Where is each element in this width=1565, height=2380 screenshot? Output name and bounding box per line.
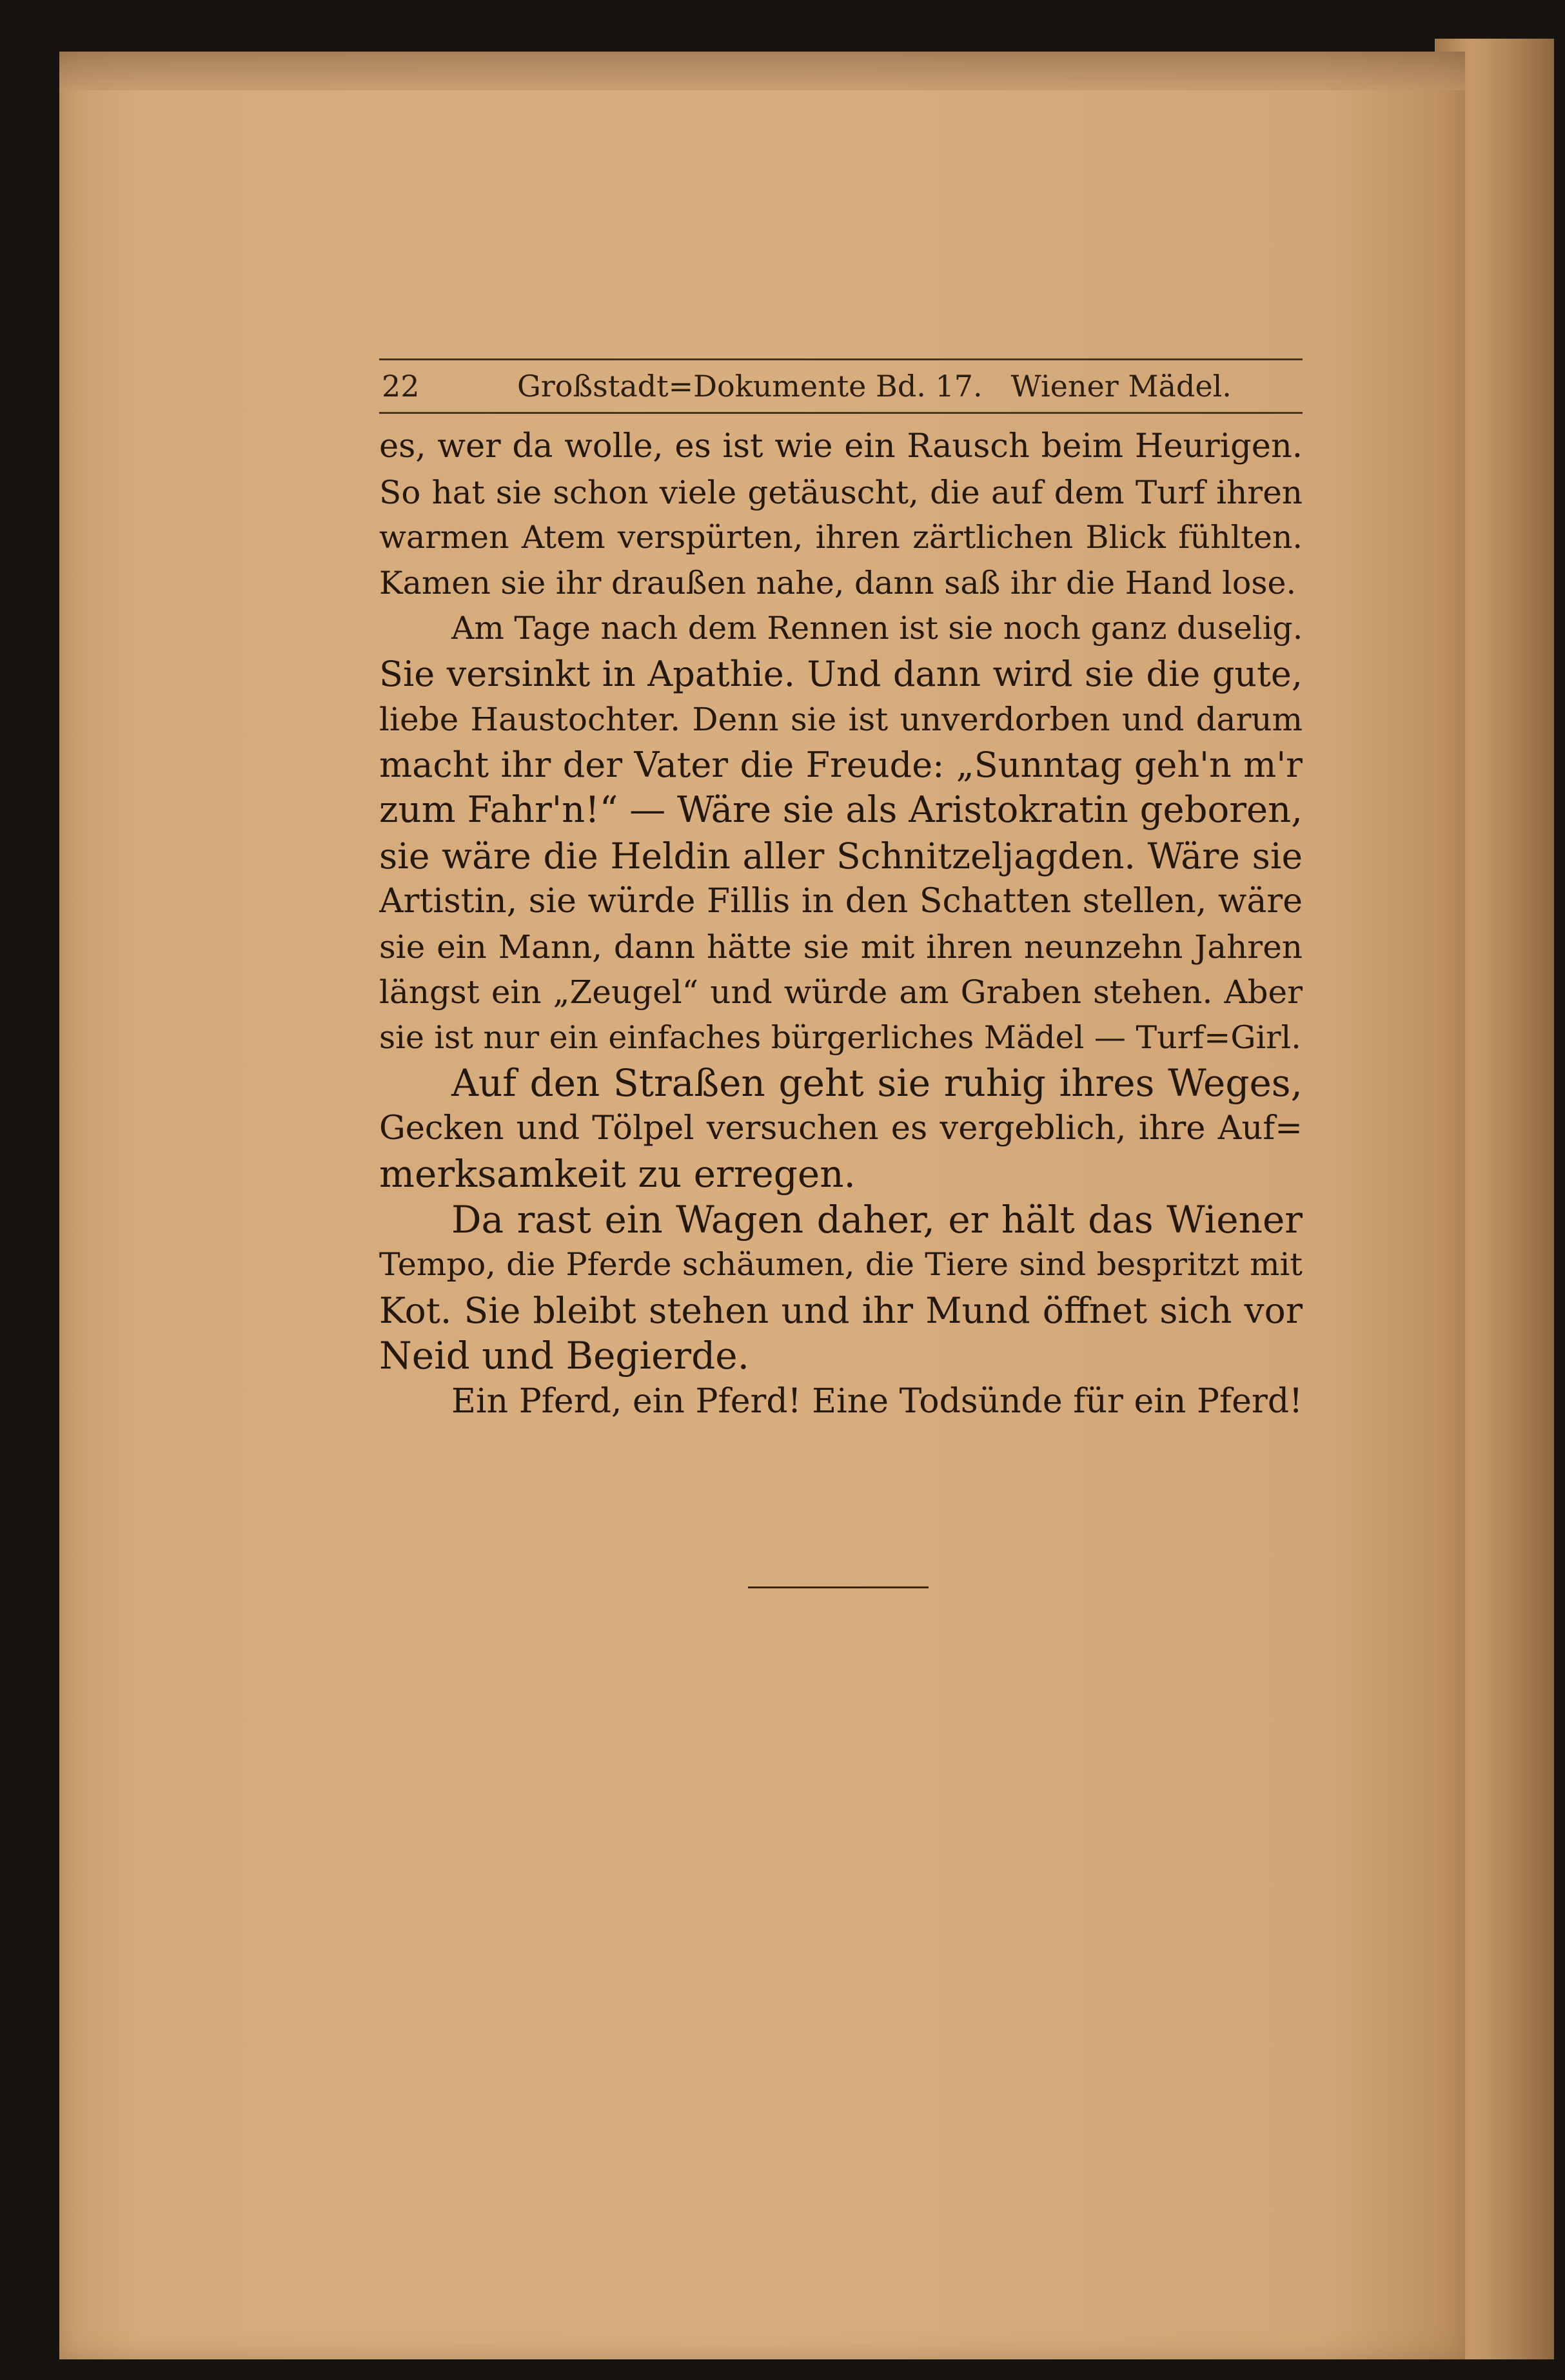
text-line: Da rast ein Wagen daher, er hält das Wiener	[451, 1197, 1303, 1242]
body-text	[379, 424, 1303, 1424]
text-line: Gecken und Tölpel versuchen es vergeblich, ihre Auf=	[379, 1109, 1303, 1147]
text-line: längst ein „Zeugel“ und würde am Graben stehen. Aber	[379, 973, 1303, 1011]
text-line: sie ist nur ein einfaches bürgerliches Mädel — Turf=Girl.	[379, 1019, 1301, 1056]
text-line: Neid und Begierde.	[379, 1334, 750, 1378]
text-line: Sie versinkt in Apathie. Und dann wird sie die gute,	[379, 653, 1303, 694]
text-line: Auf den Straßen geht sie ruhig ihres Weges,	[451, 1061, 1303, 1105]
text-line: Tempo, die Pferde schäumen, die Tiere sind bespritzt mit	[379, 1246, 1303, 1283]
page-top-shadow	[59, 52, 1465, 90]
text-line: So hat sie schon viele getäuscht, die auf dem Turf ihren	[379, 473, 1303, 511]
text-line: Kot. Sie bleibt stehen und ihr Mund öffnet sich vor	[379, 1289, 1303, 1331]
text-line: merksamkeit zu erregen.	[379, 1152, 856, 1196]
text-line: zum Fahr'n!“ — Wäre sie als Aristokratin geboren,	[379, 789, 1303, 831]
text-line: sie wäre die Heldin aller Schnitzeljagden. Wäre sie	[379, 835, 1303, 877]
text-line: Am Tage nach dem Rennen ist sie noch ganz duselig.	[451, 610, 1303, 647]
running-header	[379, 358, 1303, 414]
text-line: Kamen sie ihr draußen nahe, dann saß ihr die Hand lose.	[379, 564, 1297, 601]
text-line: es, wer da wolle, es ist wie ein Rausch beim Heurigen.	[379, 427, 1303, 465]
text-line: liebe Haustochter. Denn sie ist unverdorben und darum	[379, 701, 1303, 738]
running-title: Großstadt=Dokumente Bd. 17. Wiener Mädel.	[517, 369, 1232, 404]
end-rule	[748, 1586, 929, 1588]
text-line: sie ein Mann, dann hätte sie mit ihren neunzehn Jahren	[379, 928, 1303, 966]
text-line: Ein Pferd, ein Pferd! Eine Todsünde für ein Pferd!	[451, 1381, 1303, 1421]
page-number: 22	[382, 369, 420, 404]
text-line: warmen Atem verspürten, ihren zärtlichen Blick fühlten.	[379, 519, 1303, 556]
text-line: macht ihr der Vater die Freude: „Sunntag geh'n m'r	[379, 744, 1303, 785]
text-line: Artistin, sie würde Fillis in den Schatten stellen, wäre	[379, 882, 1303, 921]
